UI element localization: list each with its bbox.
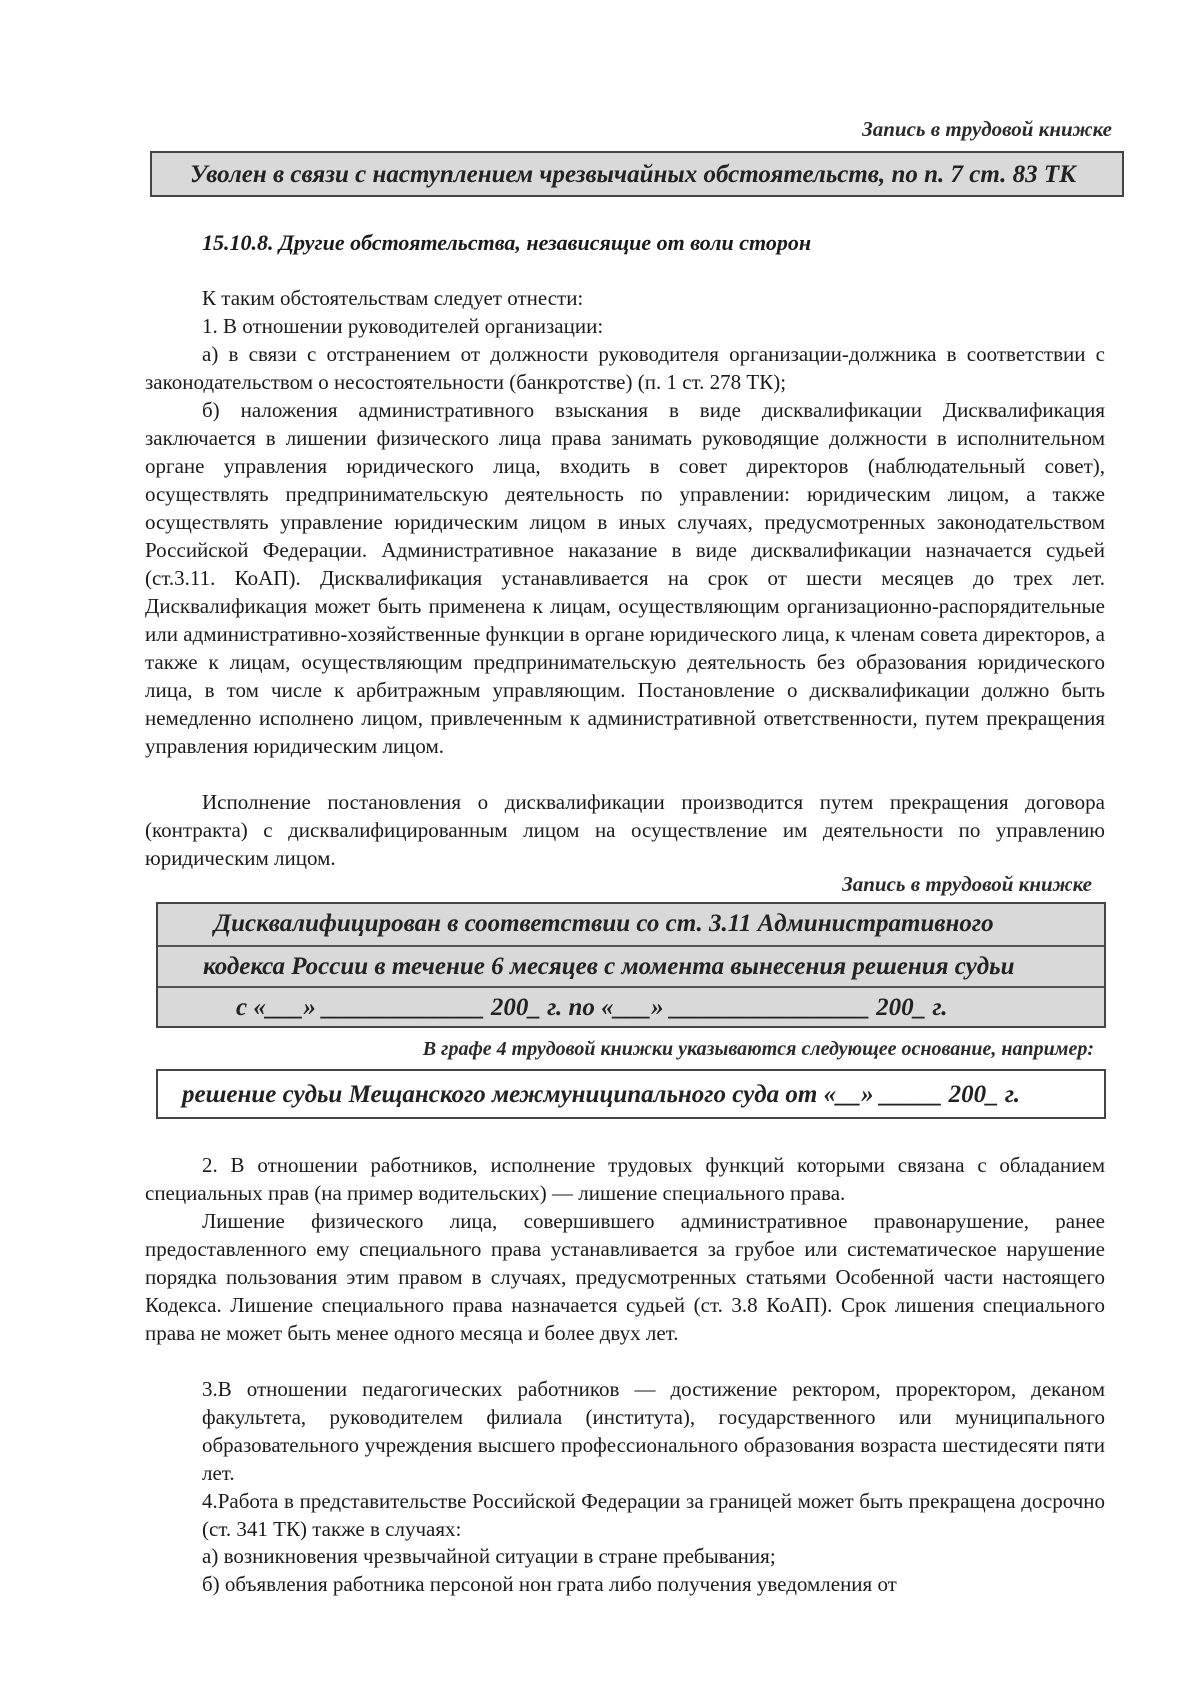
record-row (158, 945, 1104, 986)
record-row (158, 986, 1104, 1027)
record-row (158, 904, 1104, 945)
paragraph-item-4: 4.Работа в представительстве Российской Федерации за границей может быть прекращена досрочно (ст. 341 ТК) также в случаях: (202, 1489, 1105, 1541)
record-caption: Запись в трудовой книжке (862, 117, 1112, 141)
dismissal-record-text: Уволен в связи с наступлением чрезвычайных обстоятельств, по п. 7 ст. 83 ТК (190, 161, 1077, 188)
paragraph-item-1a: а) в связи с отстранением от должности руководителя организации-должника в соответствии с законодательством о несостоятельности (банкротстве) (п. 1 ст. 278 ТК); (145, 342, 1105, 394)
disqualification-record-box (156, 902, 1106, 1028)
court-decision-text: решение судьи Мещанского межмуниципального суда от «__» _____ 200_ г. (182, 1081, 1020, 1108)
paragraph-deprivation: Лишение физического лица, совершившего административное правонарушение, ранее предоставленного ему специального права устанавливается за грубое или систематическое нарушение порядка пользования этим правом в случаях, предусмотренных статьями Особенной части настоящего Кодекса. Лишение специального права назначается судьей (ст. 3.8 КоАП). Срок лишения специального права не может быть менее одного месяца и более двух лет. (145, 1209, 1105, 1345)
record-row-text: кодекса России в течение 6 месяцев с момента вынесения решения судьи (203, 953, 1015, 980)
court-decision-box (156, 1069, 1106, 1119)
record-row-text: с «___» _____________ 200_ г. по «___» ________________ 200_ г. (236, 994, 948, 1021)
paragraph-item-4a: а) возникновения чрезвычайной ситуации в стране пребывания; (202, 1544, 776, 1568)
paragraph-item-1: 1. В отношении руководителей организации: (202, 314, 604, 338)
paragraph-execution: Исполнение постановления о дисквалификации производится путем прекращения договора (контракта) с дисквалифицированным лицом на осуществление им деятельности по управлению юридическим лицом. (145, 790, 1105, 870)
record-caption: Запись в трудовой книжке (842, 872, 1092, 896)
paragraph-item-4b: б) объявления работника персоной нон грата либо получения уведомления от (202, 1572, 897, 1596)
paragraph-item-2: 2. В отношении работников, исполнение трудовых функций которыми связана с обладанием специальных прав (на пример водительских) — лишение специального права. (145, 1153, 1105, 1205)
paragraph-item-1b: б) наложения административного взыскания в виде дисквалификации Дисквалификация заключается в лишении физического лица права занимать руководящие должности в исполнительном органе управления юридического лица, входить в совет директоров (наблюдательный совет), осуществлять предпринимательскую деятельность по управлении: юридическим лицом, а также осуществлять управление юридическим лицом в иных случаях, предусмотренных законодательством Российской Федерации. Административное наказание в виде дисквалификации назначается судьей (ст.3.11. КоАП). Дисквалификация устанавливается на срок от шести месяцев до трех лет. Дисквалификация может быть применена к лицам, осуществляющим организационно-распорядительные или административно-хозяйственные функции в органе юридического лица, к членам совета директоров, а также к лицам, осуществляющим предпринимательскую деятельность без образования юридического лица, в том числе к арбитражным управляющим. Постановление о дисквалификации должно быть немедленно исполнено лицом, привлеченным к административной ответственности, путем прекращения управления юридическим лицом. (145, 398, 1105, 758)
paragraph-intro: К таким обстоятельствам следует отнести: (202, 286, 584, 310)
dismissal-record-box (150, 151, 1124, 197)
section-heading: 15.10.8. Другие обстоятельства, независящие от воли сторон (202, 230, 812, 255)
column-4-caption: В графе 4 трудовой книжки указываются следующее основание, например: (422, 1038, 1094, 1060)
record-row-text: Дисквалифицирован в соответствии со ст. 3.11 Административного (214, 910, 994, 937)
paragraph-item-3: 3.В отношении педагогических работников — достижение ректором, проректором, деканом факультета, руководителем филиала (института), государственного или муниципального образовательного учреждения высшего профессионального образования возраста шестидесяти пяти лет. (202, 1377, 1105, 1485)
